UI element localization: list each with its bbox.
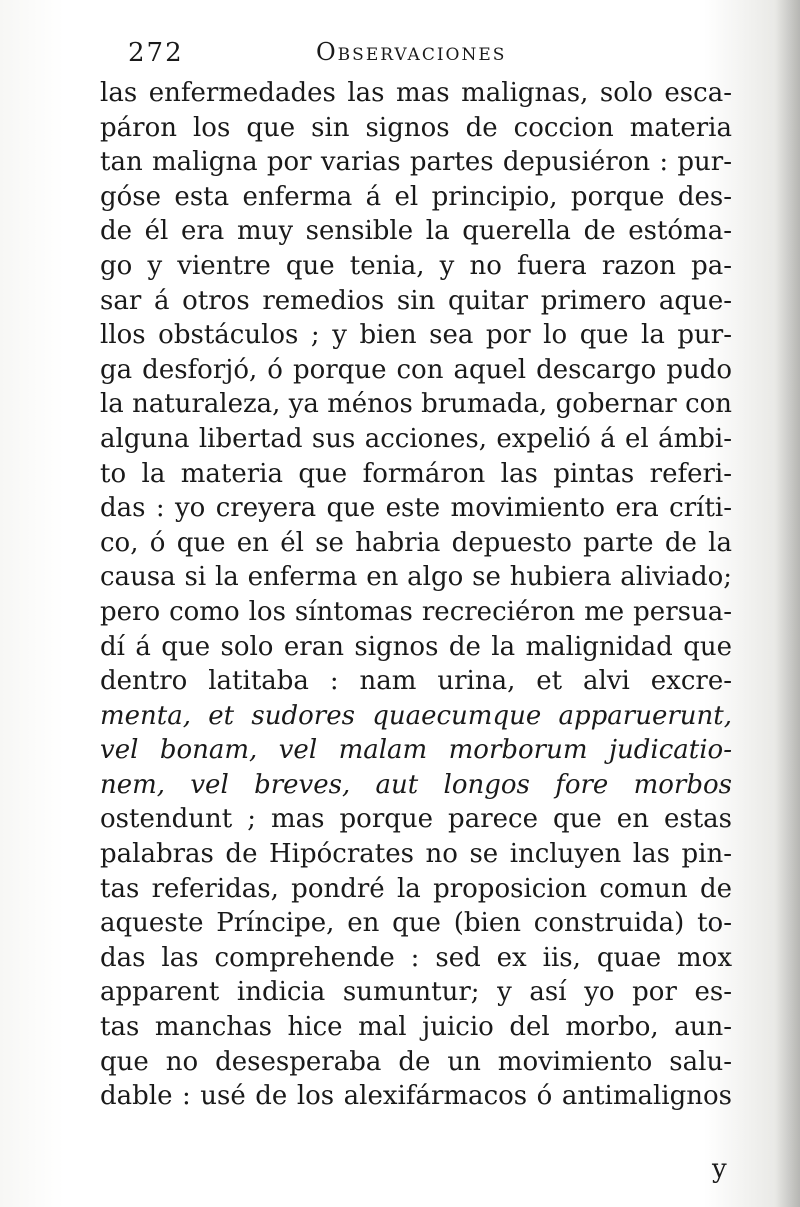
text-line: pero como los síntomas recreciéron me persua- bbox=[100, 596, 732, 627]
catchword: y bbox=[712, 1154, 727, 1184]
text-line: tas manchas hice mal juicio del morbo, aun- bbox=[100, 1012, 732, 1043]
text-line: de él era muy sensible la querella de estóma- bbox=[100, 216, 732, 247]
text-line: la naturaleza, ya ménos brumada, gobernar con bbox=[100, 389, 732, 420]
text-line: alguna libertad sus acciones, expelió á el ámbi- bbox=[100, 423, 732, 454]
text-line: páron los que sin signos de coccion materia bbox=[100, 112, 732, 143]
text-line: llos obstáculos ; y bien sea por lo que la pur- bbox=[100, 320, 732, 351]
page-number: 272 bbox=[128, 38, 184, 68]
text-line: las enfermedades las mas malignas, solo esca- bbox=[100, 78, 732, 108]
text-line: dable : usé de los alexifármacos ó antimalignos bbox=[100, 1081, 732, 1112]
text-line: góse esta enferma á el principio, porque des- bbox=[100, 181, 732, 212]
text-line: palabras de Hipócrates no se incluyen las pin- bbox=[100, 839, 732, 870]
text-line: ostendunt ; mas porque parece que en estas bbox=[100, 804, 732, 835]
text-line: co, ó que en él se habria depuesto parte de la bbox=[100, 527, 732, 558]
text-line: dí á que solo eran signos de la malignidad que bbox=[100, 631, 732, 662]
page-edge-shadow bbox=[774, 0, 800, 1207]
text-line: aqueste Príncipe, en que (bien construida) to- bbox=[100, 908, 732, 939]
text-line: sar á otros remedios sin quitar primero aque- bbox=[100, 285, 732, 316]
text-line: go y vientre que tenia, y no fuera razon pa- bbox=[100, 250, 732, 281]
body-text bbox=[100, 76, 732, 1114]
running-head: Observaciones bbox=[316, 38, 507, 66]
text-line: ga desforjó, ó porque con aquel descargo pudo bbox=[100, 354, 732, 385]
text-line: das : yo creyera que este movimiento era críti- bbox=[100, 493, 732, 524]
page-header bbox=[128, 38, 728, 78]
text-line: das las comprehende : sed ex iis, quae mox bbox=[100, 942, 732, 973]
text-line: que no desesperaba de un movimiento salu- bbox=[100, 1046, 732, 1077]
text-line-latin: vel bonam, vel malam morborum judicatio- bbox=[100, 735, 732, 766]
text-line: apparent indicia sumuntur; y así yo por es- bbox=[100, 977, 732, 1008]
text-line: tan maligna por varias partes depusiéron : pur- bbox=[100, 147, 732, 178]
text-line: dentro latitaba : nam urina, et alvi excre- bbox=[100, 666, 732, 697]
text-line-latin: nem, vel breves, aut longos fore morbos bbox=[100, 769, 732, 800]
text-line: tas referidas, pondré la proposicion comun de bbox=[100, 873, 732, 904]
text-line-latin: menta, et sudores quaecumque apparuerunt, bbox=[100, 700, 732, 731]
text-line: causa si la enferma en algo se hubiera aliviado; bbox=[100, 562, 732, 593]
text-line: to la materia que formáron las pintas referi- bbox=[100, 458, 732, 489]
